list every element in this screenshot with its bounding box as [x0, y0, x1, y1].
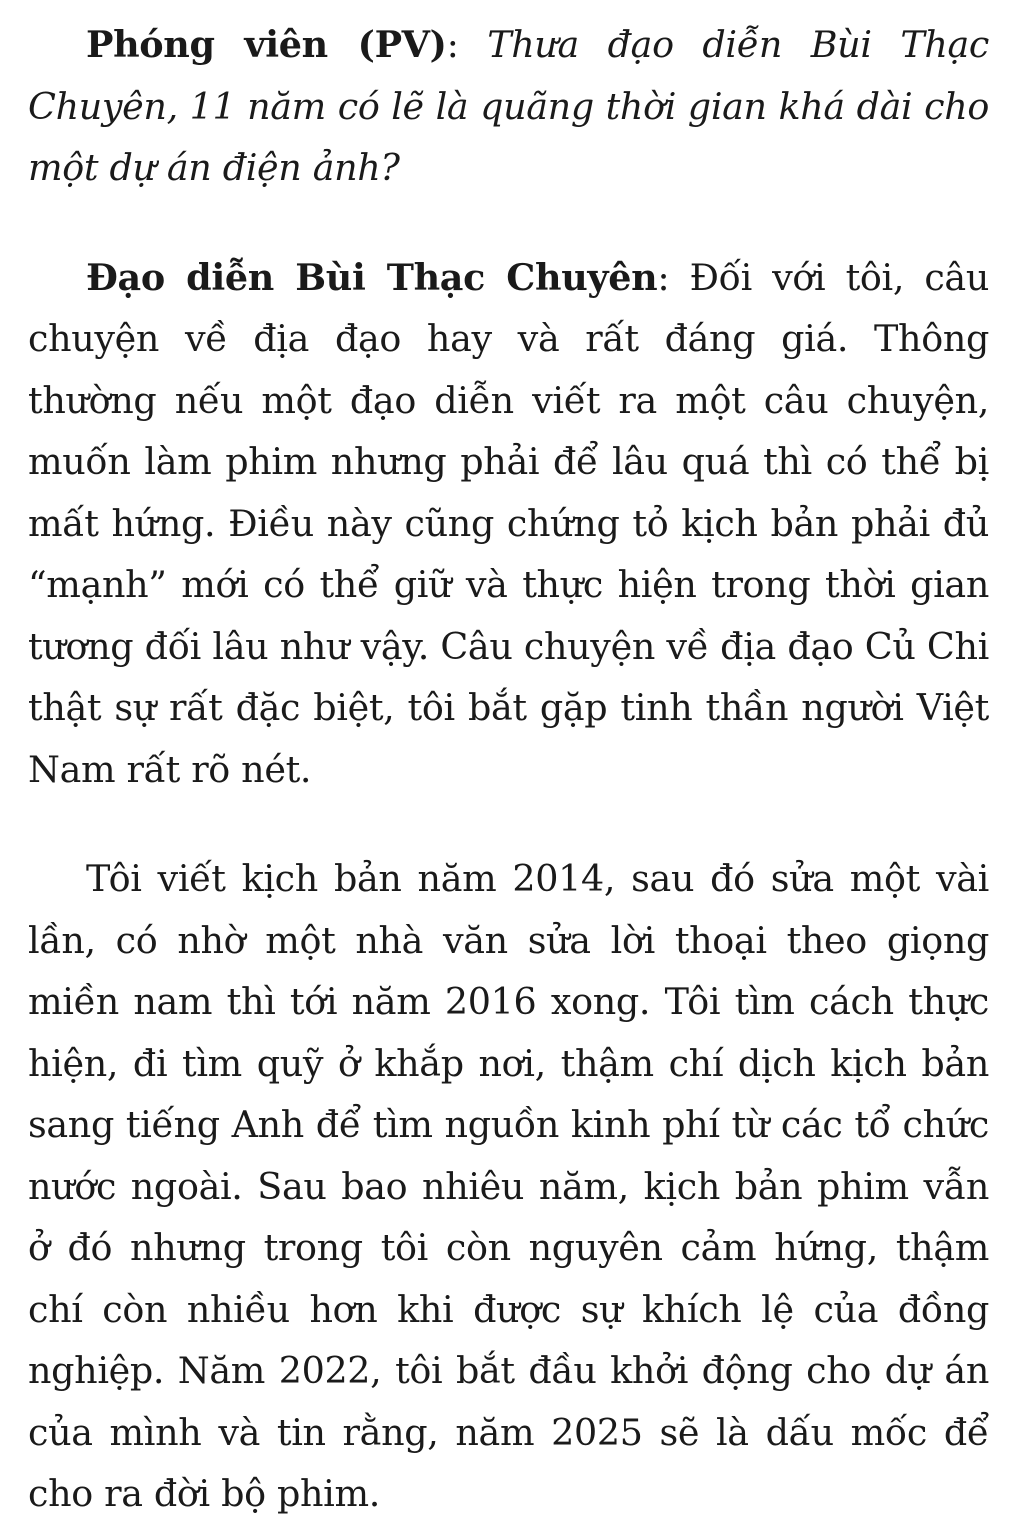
answer-speaker: Đạo diễn Bùi Thạc Chuyên: [86, 255, 658, 299]
question-separator: :: [446, 23, 488, 66]
question-speaker: Phóng viên (PV): [86, 23, 447, 66]
answer-paragraph: [28, 247, 989, 801]
answer-separator: :: [657, 255, 690, 299]
answer-text: Đối với tôi, câu chuyện về địa đạo hay và rất đáng giá. Thông thường nếu một đạo diễn viết ra một câu chuyện, muốn làm phim nhưng phải để lâu quá thì có thể bị mất hứng. Điều này cũng chứng tỏ kịch bản phải đủ “mạnh” mới có thể giữ và thực hiện trong thời gian tương đối lâu như vậy. Câu chuyện về địa đạo Củ Chi thật sự rất đặc biệt, tôi bắt gặp tinh thần người Việt Nam rất rõ nét.: [28, 255, 989, 791]
question-text: Thưa đạo diễn Bùi Thạc Chuyên, 11 năm có lẽ là quãng thời gian khá dài cho một dự án điện ảnh?: [28, 23, 989, 189]
continuation-paragraph: Tôi viết kịch bản năm 2014, sau đó sửa một vài lần, có nhờ một nhà văn sửa lời thoại theo giọng miền nam thì tới năm 2016 xong. Tôi tìm cách thực hiện, đi tìm quỹ ở khắp nơi, thậm chí dịch kịch bản sang tiếng Anh để tìm nguồn kinh phí từ các tổ chức nước ngoài. Sau bao nhiêu năm, kịch bản phim vẫn ở đó nhưng trong tôi còn nguyên cảm hứng, thậm chí còn nhiều hơn khi được sự khích lệ của đồng nghiệp. Năm 2022, tôi bắt đầu khởi động cho dự án của mình và tin rằng, năm 2025 sẽ là dấu mốc để cho ra đời bộ phim.: [28, 857, 989, 1515]
question-paragraph: [28, 14, 989, 199]
